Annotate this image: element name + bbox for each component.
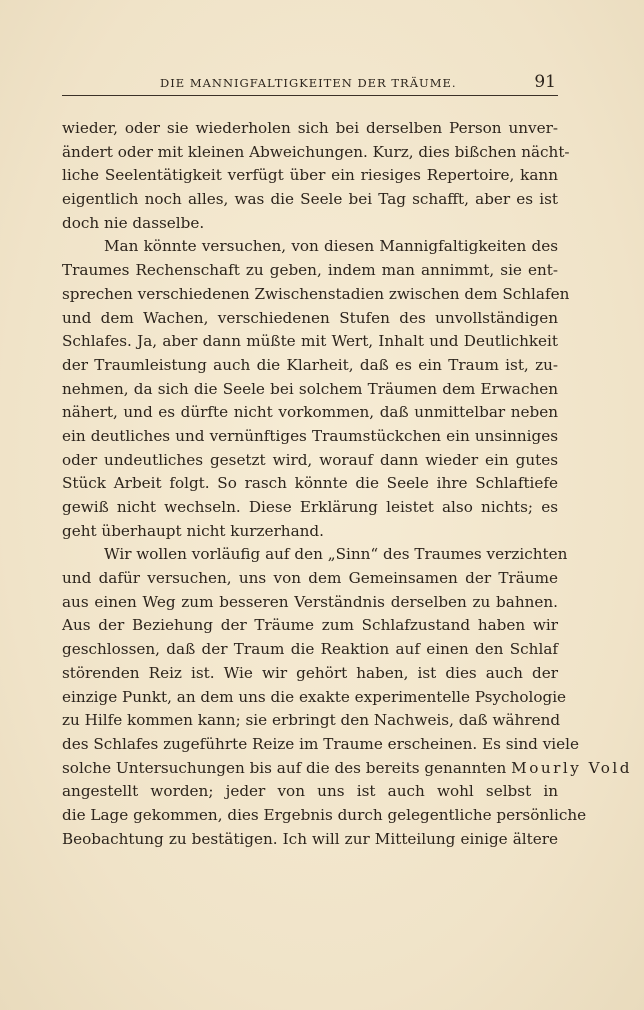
paragraph-start-line: Wir wollen vorläufig auf den „Sinn“ des Traumes verzichten xyxy=(104,545,568,564)
text-line: und dem Wachen, verschiedenen Stufen des unvollständigen xyxy=(62,308,558,327)
text-line: störenden Reiz ist. Wie wir gehört haben, ist dies auch der xyxy=(62,663,558,682)
text-line: einzige Punkt, an dem uns die exakte experimentelle Psychologie xyxy=(62,687,567,706)
text-line: zu Hilfe kommen kann; sie erbringt den Nachweis, daß während xyxy=(62,711,561,730)
text-line: geschlossen, daß der Traum die Reaktion auf einen den Schlaf xyxy=(62,640,558,659)
text-line: die Lage gekommen, dies Ergebnis durch gelegentliche persönliche xyxy=(62,805,587,824)
text-line: Beobachtung zu bestätigen. Ich will zur Mitteilung einige ältere xyxy=(62,829,558,848)
author-name-spaced: Mourly Vold xyxy=(511,758,632,777)
text-line: ein deutliches und vernünftiges Traumstückchen ein unsinniges xyxy=(62,426,558,445)
text-line xyxy=(62,757,632,781)
text-line: gewiß nicht wechseln. Diese Erklärung leistet also nichts; es xyxy=(62,498,558,516)
text-line: eigentlich noch alles, was die Seele bei Tag schafft, aber es ist xyxy=(62,190,558,209)
text-line: Aus der Beziehung der Träume zum Schlafzustand haben wir xyxy=(62,616,558,635)
header-rule xyxy=(62,95,558,96)
text-line: nähert, und es dürfte nicht vorkommen, daß unmittelbar neben xyxy=(62,403,558,422)
text-line: wieder, oder sie wiederholen sich bei derselben Person unver- xyxy=(62,119,558,137)
text-line: Schlafes. Ja, aber dann müßte mit Wert, Inhalt und Deutlichkeit xyxy=(62,332,558,351)
text-line: Traumes Rechenschaft zu geben, indem man annimmt, sie ent- xyxy=(62,261,558,280)
text-line: und dafür versuchen, uns von dem Gemeinsamen der Träume xyxy=(62,569,558,588)
running-title: DIE MANNIGFALTIGKEITEN DER TRÄUME. xyxy=(160,76,457,90)
text-line: der Traumleistung auch die Klarheit, daß es ein Traum ist, zu- xyxy=(62,355,558,374)
text-line: Stück Arbeit folgt. So rasch könnte die Seele ihre Schlaftiefe xyxy=(62,474,558,493)
running-header xyxy=(62,72,558,98)
text-segment: solche Untersuchungen bis auf die des bereits genannten xyxy=(62,758,507,777)
text-line: oder undeutliches gesetzt wird, worauf dann wieder ein gutes xyxy=(62,450,558,469)
text-line: aus einen Weg zum besseren Verständnis derselben zu bahnen. xyxy=(62,592,558,611)
body-text xyxy=(62,117,632,851)
text-line: ändert oder mit kleinen Abweichungen. Kurz, dies bißchen nächt- xyxy=(62,142,570,161)
text-line: nehmen, da sich die Seele bei solchem Träumen dem Erwachen xyxy=(62,379,558,398)
page-number: 91 xyxy=(534,72,556,92)
text-line: des Schlafes zugeführte Reize im Traume erscheinen. Es sind viele xyxy=(62,734,579,753)
text-line: geht überhaupt nicht kurzerhand. xyxy=(62,521,324,540)
paragraph-start-line: Man könnte versuchen, von diesen Mannigfaltigkeiten des xyxy=(104,237,558,256)
text-line: doch nie dasselbe. xyxy=(62,213,205,232)
text-line: liche Seelentätigkeit verfügt über ein riesiges Repertoire, kann xyxy=(62,166,558,185)
text-line: angestellt worden; jeder von uns ist auch wohl selbst in xyxy=(62,782,558,801)
text-line: sprechen verschiedenen Zwischenstadien zwischen dem Schlafen xyxy=(62,284,570,303)
